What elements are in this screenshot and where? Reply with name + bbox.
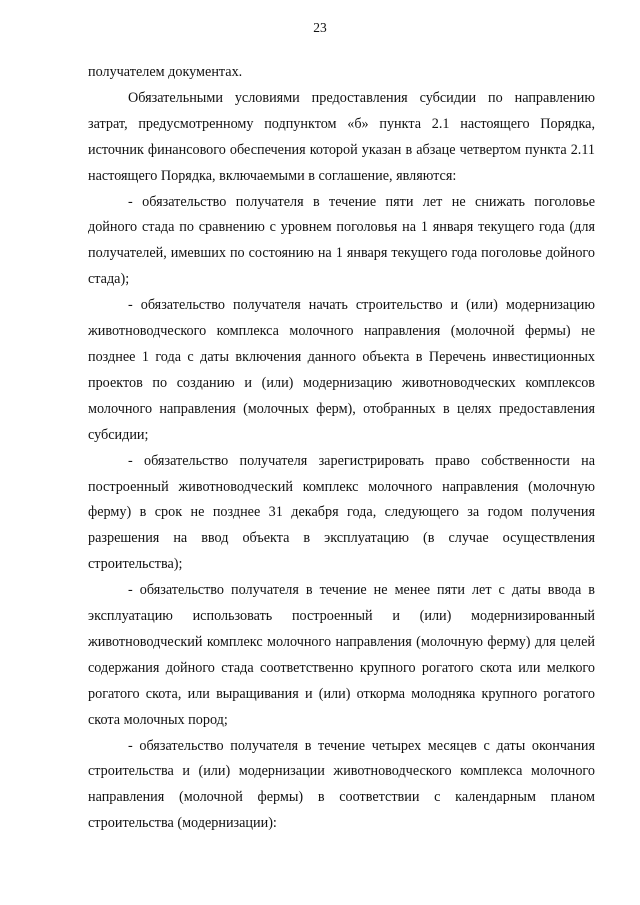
paragraph-obligation-four-months: - обязательство получателя в течение четырех месяцев с даты окончания строительства и (или) модернизации животноводческого комплекса молочного направления (молочной фермы) в соответствии с календарным планом строительства (модернизации): (88, 737, 595, 832)
paragraph-obligation-herd: - обязательство получателя в течение пяти лет не снижать поголовье дойного стада по сравнению с уровнем поголовья на 1 января текущего года (для получателей, имевших по состоянию на 1 января текущего года поголовье дойного стада); (88, 193, 595, 288)
page-number: 23 (313, 20, 327, 35)
paragraph-obligation-construction-start: - обязательство получателя начать строительство и (или) модернизацию животноводческого комплекса молочного направления (молочной фермы) не позднее 1 года с даты включения данного объекта в Перечень инвестиционных проектов по созданию и (или) модернизацию животноводческих комплексов молочного направления (молочных ферм), отобранных в целях предоставления субсидии; (88, 297, 595, 443)
paragraph-obligation-use-complex: - обязательство получателя в течение не менее пяти лет с даты ввода в эксплуатацию использовать построенный и (или) модернизированный животноводческий комплекс молочного направления (молочную ферму) для целей содержания дойного стада соответственно крупного рогатого скота или мелкого рогатого скота, или выращивания и (или) откорма молодняка крупного рогатого скота молочных пород; (88, 582, 595, 728)
paragraph-obligation-ownership-registration: - обязательство получателя зарегистрировать право собственности на построенный животноводческий комплекс молочного направления (молочную ферму) в срок не позднее 31 декабря года, следующего за годом получения разрешения на ввод объекта в эксплуатацию (в случае осуществления строительства); (88, 452, 595, 573)
document-body (88, 60, 595, 837)
paragraph-continuation: получателем документах. (88, 64, 243, 80)
paragraph-conditions-intro: Обязательными условиями предоставления субсидии по направлению затрат, предусмотренному подпунктом «б» пункта 2.1 настоящего Порядка, источник финансового обеспечения которой указан в абзаце четвертом пункта 2.11 настоящего Порядка, включаемыми в соглашение, являются: (88, 89, 595, 184)
